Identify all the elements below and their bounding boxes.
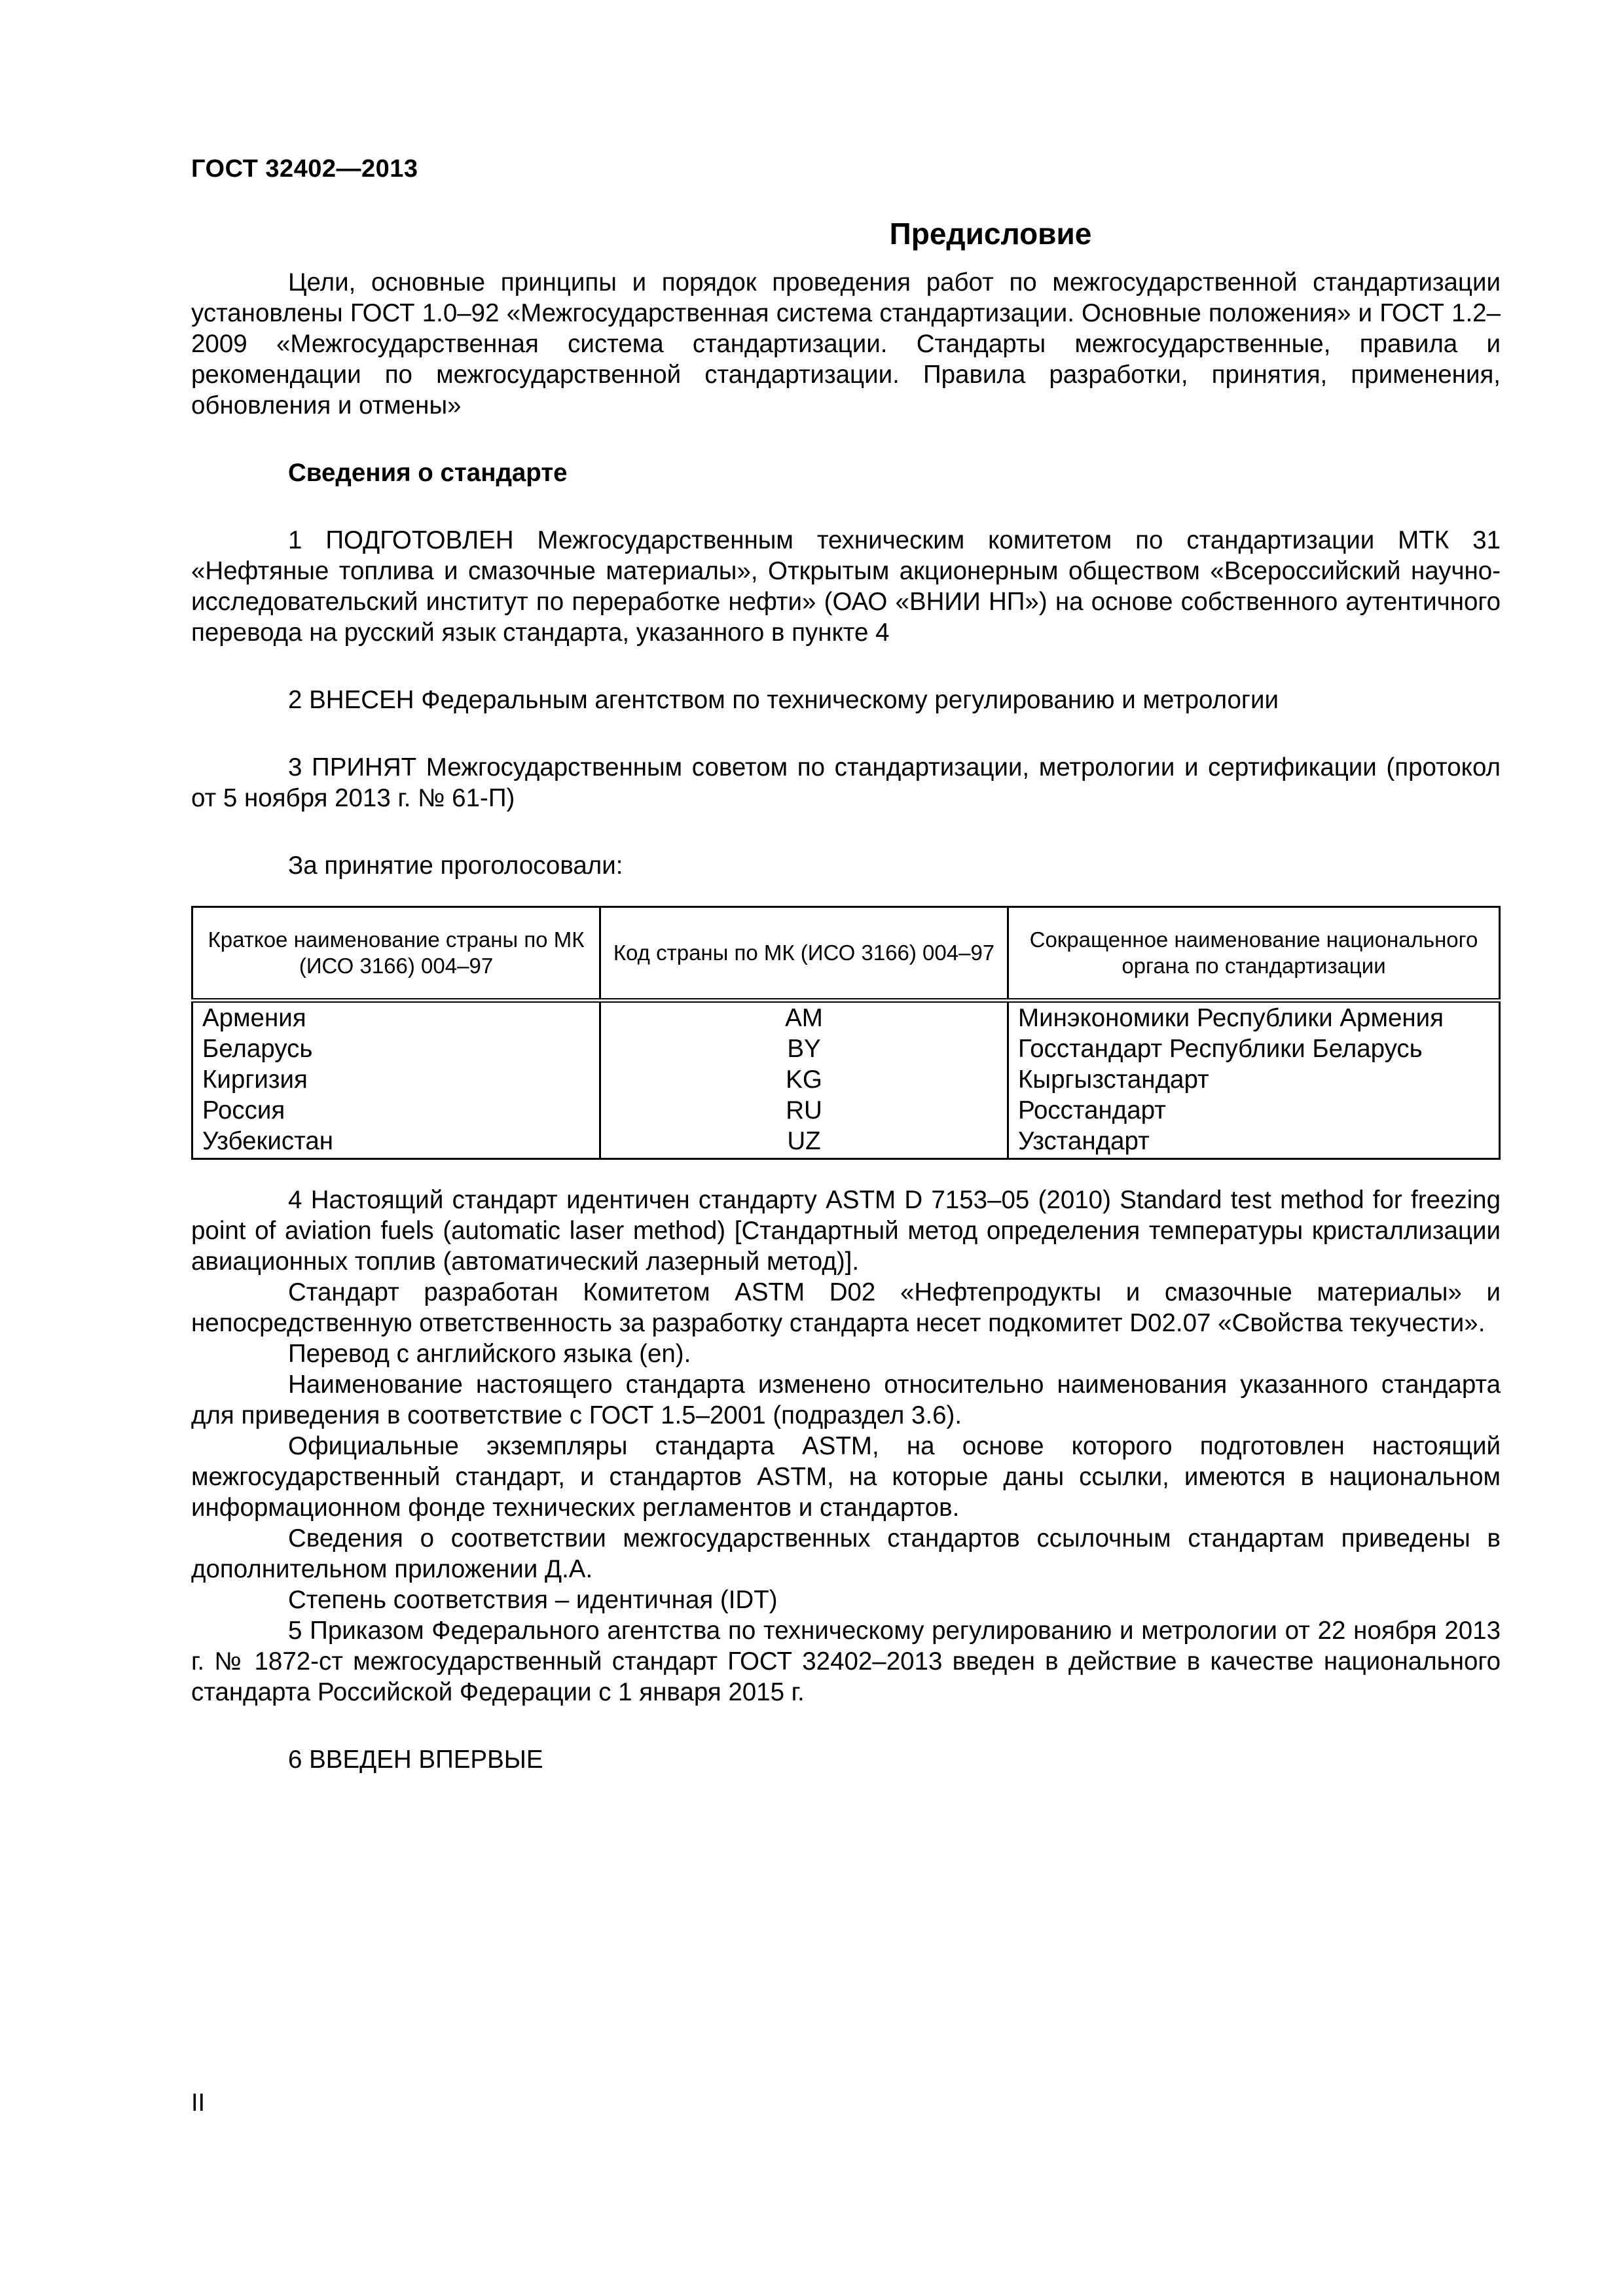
intro-paragraph: Цели, основные принципы и порядок проведения работ по межгосударственной стандартизации установлены ГОСТ 1.0–92 «Межгосударственная система стандартизации. Основные положения» и ГОСТ 1.2–2009 «Межгосударственная система стандартизации. Стандарты межгосударственные, правила и рекомендации по межгосударственной стандартизации. Правила разработки, принятия, применения, обновления и отмены» <box>191 268 1501 420</box>
item-4-official-copies-paragraph: Официальные экземпляры стандарта ASTM, на основе которого подготовлен настоящий межгосударственный стандарт, и стандартов ASTM, на которые даны ссылки, имеются в национальном информационном фонде технических регламентов и стандартов. <box>191 1432 1501 1522</box>
column-header-country: Краткое наименование страны по МК (ИСО 3166) 004–97 <box>192 907 600 1001</box>
item-1-paragraph: 1 ПОДГОТОВЛЕН Межгосударственным техническим комитетом по стандартизации МТК 31 «Нефтяные топлива и смазочные материалы», Открытым акционерным обществом «Всероссийский научно-исследовательский институт по переработке нефти» (ОАО «ВНИИ НП») на основе собственного аутентичного перевода на русский язык стандарта, указанного в пункте 4 <box>191 526 1501 647</box>
vote-intro: За принятие проголосовали: <box>288 852 623 880</box>
column-header-body: Сокращенное наименование национального органа по стандартизации <box>1008 907 1500 1001</box>
item-4-paragraph: 4 Настоящий стандарт идентичен стандарту ASTM D 7153–05 (2010) Standard test method for freezing point of aviation fuels (automatic laser method) [Стандартный метод определения температуры кристаллизации авиационных топлив (автоматический лазерный метод)]. <box>191 1186 1501 1276</box>
item-6-paragraph: 6 ВВЕДЕН ВПЕРВЫЕ <box>288 1746 543 1774</box>
page-number: II <box>191 2089 206 2117</box>
item-2-paragraph: 2 ВНЕСЕН Федеральным агентством по техническому регулированию и метрологии <box>288 686 1279 714</box>
item-4-correspondence-paragraph: Сведения о соответствии межгосударственных стандартов ссылочным стандартам приведены в дополнительном приложении Д.А. <box>191 1524 1501 1583</box>
country-cell: Россия <box>192 1095 600 1126</box>
table-row <box>192 1033 1500 1064</box>
country-cell: Беларусь <box>192 1033 600 1064</box>
table-row <box>192 1001 1500 1034</box>
section-title: Сведения о стандарте <box>288 459 568 487</box>
table-row <box>192 1095 1500 1126</box>
item-4-conformity-paragraph: Степень соответствия – идентичная (IDT) <box>288 1586 778 1614</box>
country-cell: Киргизия <box>192 1064 600 1095</box>
body-cell: Минэкономики Республики Армения <box>1008 1001 1500 1034</box>
vote-table <box>191 906 1501 1160</box>
item-5-paragraph: 5 Приказом Федерального агентства по техническому регулированию и метрологии от 22 ноября 2013 г. № 1872-ст межгосударственный стандарт ГОСТ 32402–2013 введен в действие в качестве национального стандарта Российской Федерации с 1 января 2015 г. <box>191 1617 1501 1706</box>
code-cell: KG <box>600 1064 1008 1095</box>
country-cell: Армения <box>192 1001 600 1034</box>
item-4-committee-paragraph: Стандарт разработан Комитетом ASTM D02 «Нефтепродукты и смазочные материалы» и непосредственную ответственность за разработку стандарта несет подкомитет D02.07 «Свойства текучести». <box>191 1278 1501 1337</box>
body-cell: Узстандарт <box>1008 1126 1500 1159</box>
code-cell: BY <box>600 1033 1008 1064</box>
body-cell: Росстандарт <box>1008 1095 1500 1126</box>
code-cell: UZ <box>600 1126 1008 1159</box>
vote-table-header-row <box>192 907 1500 1001</box>
code-cell: AM <box>600 1001 1008 1034</box>
table-row <box>192 1064 1500 1095</box>
page-title: Предисловие <box>889 217 1092 251</box>
code-cell: RU <box>600 1095 1008 1126</box>
table-row <box>192 1126 1500 1159</box>
item-4-title-change-paragraph: Наименование настоящего стандарта изменено относительно наименования указанного стандарта для приведения в соответствие с ГОСТ 1.5–2001 (подраздел 3.6). <box>191 1371 1501 1429</box>
item-3-paragraph: 3 ПРИНЯТ Межгосударственным советом по стандартизации, метрологии и сертификации (протокол от 5 ноября 2013 г. № 61-П) <box>191 753 1501 812</box>
body-cell: Кыргызстандарт <box>1008 1064 1500 1095</box>
country-cell: Узбекистан <box>192 1126 600 1159</box>
document-code: ГОСТ 32402—2013 <box>191 155 418 183</box>
column-header-code: Код страны по МК (ИСО 3166) 004–97 <box>600 907 1008 1001</box>
body-cell: Госстандарт Республики Беларусь <box>1008 1033 1500 1064</box>
preface-body <box>191 267 1501 1775</box>
item-4-translation-paragraph: Перевод с английского языка (en). <box>288 1340 691 1368</box>
